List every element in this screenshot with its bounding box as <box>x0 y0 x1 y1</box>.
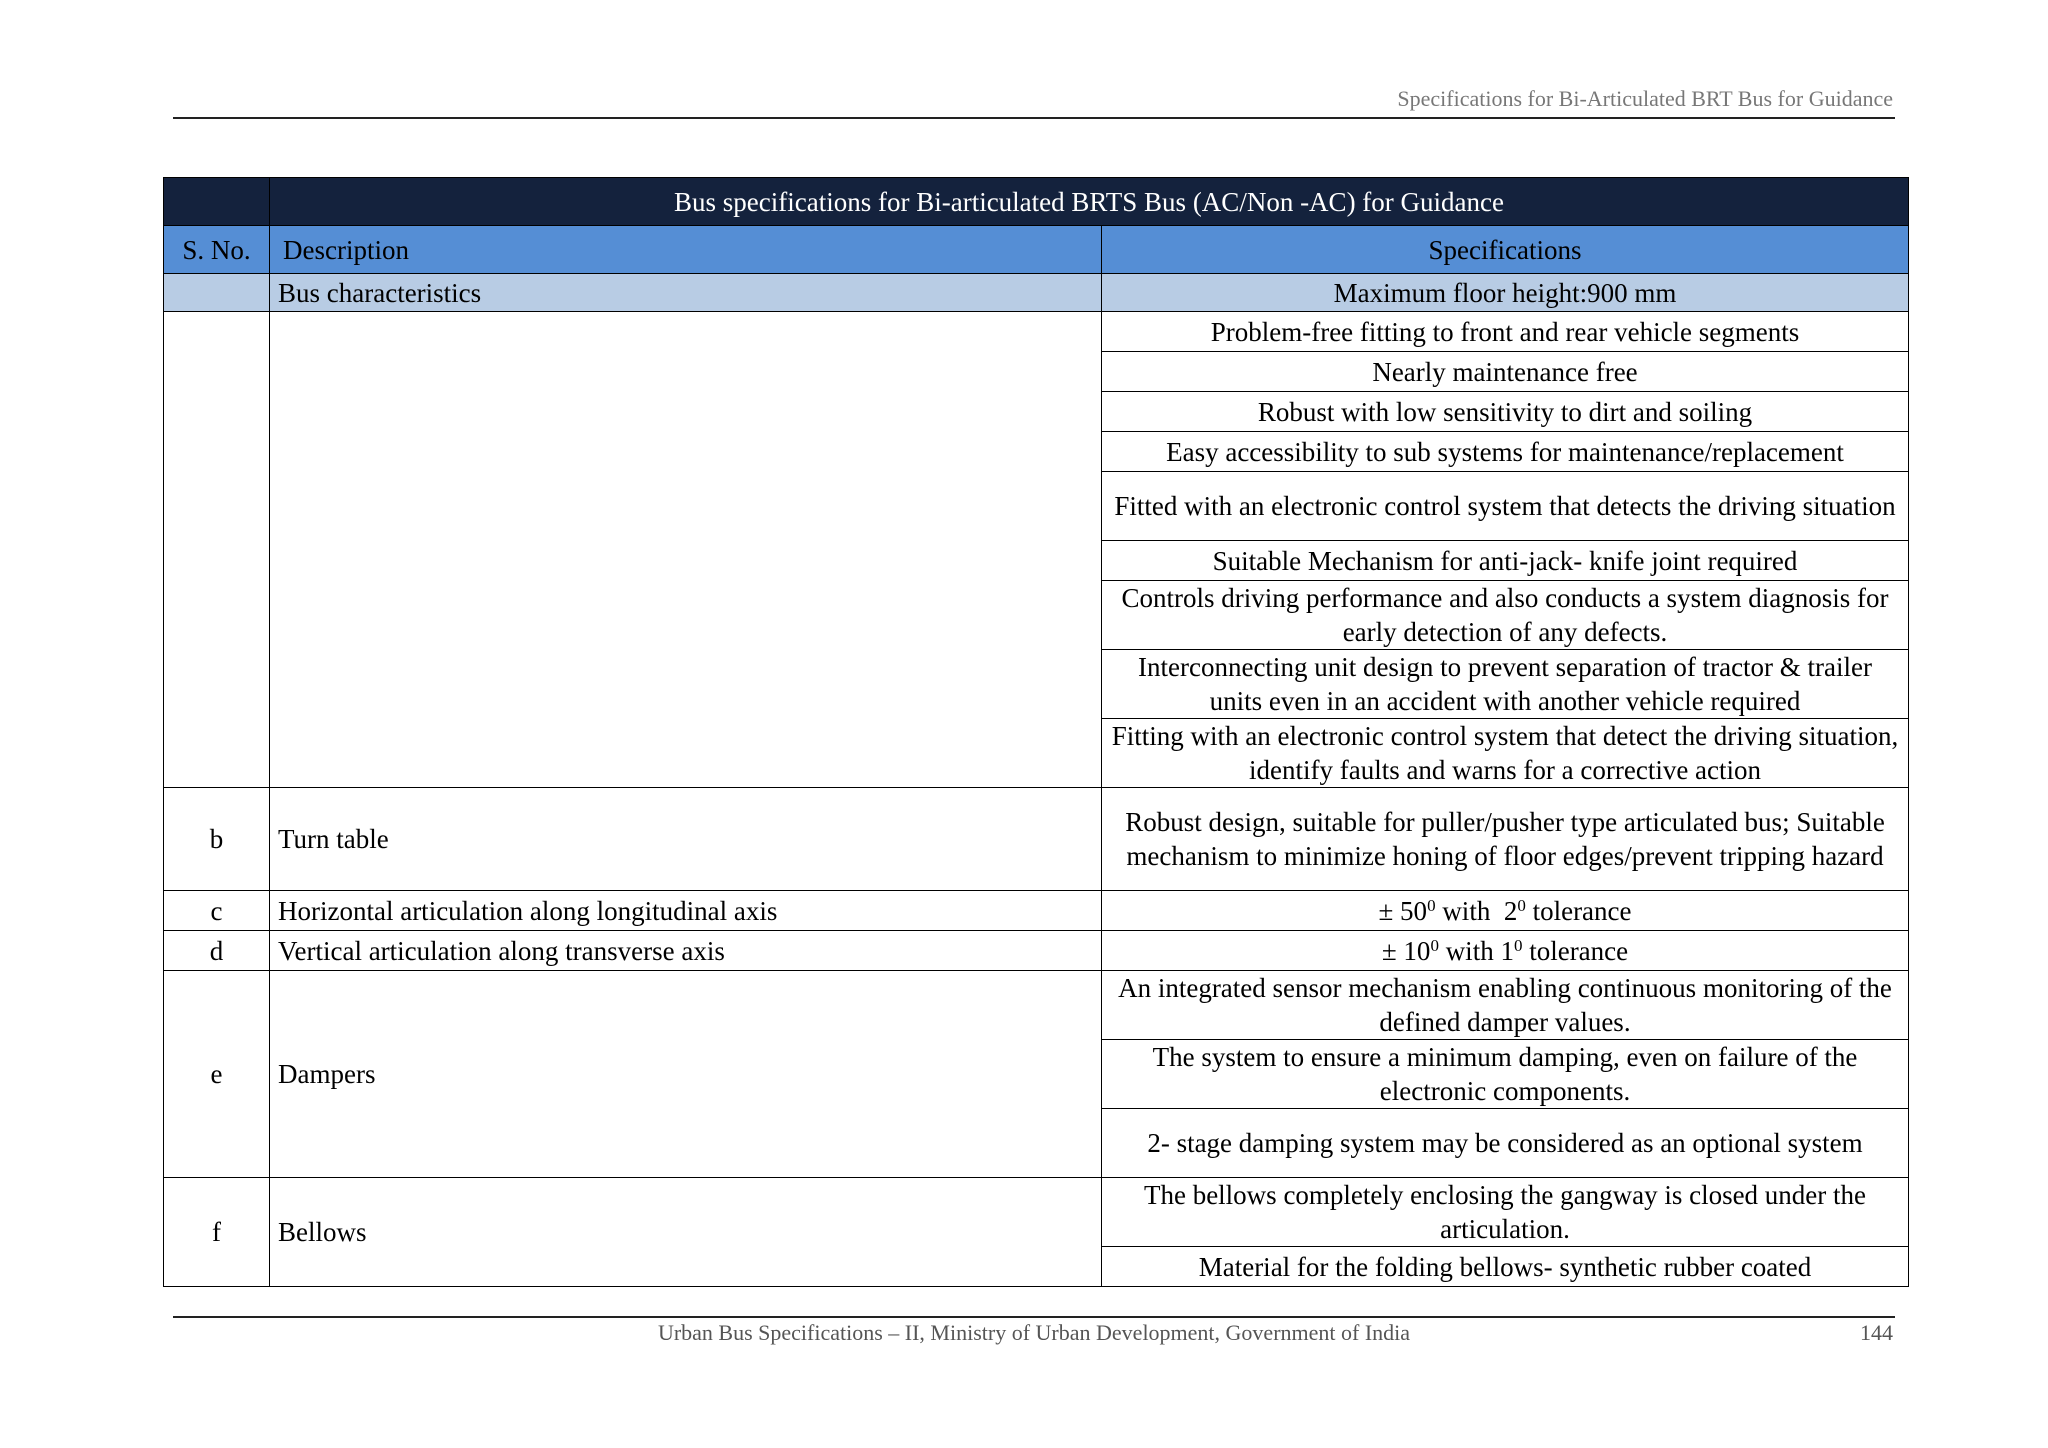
sno-cell: f <box>164 1178 270 1287</box>
table-title: Bus specifications for Bi-articulated BRTS Bus (AC/Non -AC) for Guidance <box>270 178 1909 226</box>
spec-cell: Interconnecting unit design to prevent separation of tractor & trailer units even in an accident with another vehicle required <box>1102 650 1909 719</box>
table-row-turn-table <box>164 788 1909 891</box>
column-header-sno: S. No. <box>164 226 270 274</box>
spec-cell: Easy accessibility to sub systems for maintenance/replacement <box>1102 432 1909 472</box>
description-cell: Dampers <box>270 971 1102 1178</box>
table-row-horizontal-articulation <box>164 891 1909 931</box>
spec-cell: Material for the folding bellows- synthetic rubber coated <box>1102 1247 1909 1287</box>
spec-text: with 2 <box>1435 895 1518 926</box>
section-row-bus-characteristics <box>164 274 1909 312</box>
spec-cell: An integrated sensor mechanism enabling continuous monitoring of the defined damper values. <box>1102 971 1909 1040</box>
running-header: Specifications for Bi-Articulated BRT Bus for Guidance <box>1397 86 1893 111</box>
table-row-vertical-articulation <box>164 931 1909 971</box>
spec-cell: The system to ensure a minimum damping, even on failure of the electronic components. <box>1102 1040 1909 1109</box>
header-rule <box>173 117 1895 119</box>
column-header-row <box>164 226 1909 274</box>
sno-cell: c <box>164 891 270 931</box>
spec-cell: Robust with low sensitivity to dirt and soiling <box>1102 392 1909 432</box>
section-description: Bus characteristics <box>270 274 1102 312</box>
table-row-dampers <box>164 971 1909 1040</box>
spec-cell: The bellows completely enclosing the gangway is closed under the articulation. <box>1102 1178 1909 1247</box>
table-row-bellows <box>164 1178 1909 1247</box>
spec-text: ± 10 <box>1381 935 1431 966</box>
spec-cell: Robust design, suitable for puller/pusher type articulated bus; Suitable mechanism to minimize honing of floor edges/prevent tripping hazard <box>1102 788 1909 891</box>
spec-cell: 2- stage damping system may be considered as an optional system <box>1102 1109 1909 1178</box>
spec-text: tolerance <box>1525 895 1632 926</box>
table-row <box>164 312 1909 352</box>
group-a-description-cell <box>270 312 1102 788</box>
spec-cell: Problem-free fitting to front and rear vehicle segments <box>1102 312 1909 352</box>
spec-text: tolerance <box>1522 935 1629 966</box>
degree-superscript: 0 <box>1427 895 1436 915</box>
spec-cell: Suitable Mechanism for anti-jack- knife joint required <box>1102 541 1909 581</box>
spec-cell: Nearly maintenance free <box>1102 352 1909 392</box>
degree-superscript: 0 <box>1430 935 1439 955</box>
spec-cell <box>1102 891 1909 931</box>
degree-superscript: 0 <box>1517 895 1526 915</box>
description-cell: Vertical articulation along transverse axis <box>270 931 1102 971</box>
column-header-description: Description <box>270 226 1102 274</box>
sno-cell: d <box>164 931 270 971</box>
sno-cell: b <box>164 788 270 891</box>
page-footer: Urban Bus Specifications – II, Ministry of Urban Development, Government of India <box>657 1320 1411 1345</box>
footer-rule <box>173 1316 1895 1318</box>
spec-cell: Fitting with an electronic control system that detect the driving situation, identify faults and warns for a corrective action <box>1102 719 1909 788</box>
description-cell: Horizontal articulation along longitudinal axis <box>270 891 1102 931</box>
page-number: 144 <box>1860 1320 1893 1345</box>
section-spec: Maximum floor height:900 mm <box>1102 274 1909 312</box>
specifications-table <box>163 177 1909 1287</box>
column-header-specifications: Specifications <box>1102 226 1909 274</box>
sno-cell: e <box>164 971 270 1178</box>
section-sno-blank <box>164 274 270 312</box>
description-cell: Turn table <box>270 788 1102 891</box>
spec-cell: Controls driving performance and also conducts a system diagnosis for early detection of any defects. <box>1102 581 1909 650</box>
banner-blank-cell <box>164 178 270 226</box>
spec-cell <box>1102 931 1909 971</box>
spec-text: with 1 <box>1438 935 1514 966</box>
spec-text: ± 50 <box>1378 895 1428 926</box>
table-banner-row <box>164 178 1909 226</box>
group-a-sno-cell <box>164 312 270 788</box>
description-cell: Bellows <box>270 1178 1102 1287</box>
spec-cell: Fitted with an electronic control system that detects the driving situation <box>1102 472 1909 541</box>
degree-superscript: 0 <box>1513 935 1523 955</box>
